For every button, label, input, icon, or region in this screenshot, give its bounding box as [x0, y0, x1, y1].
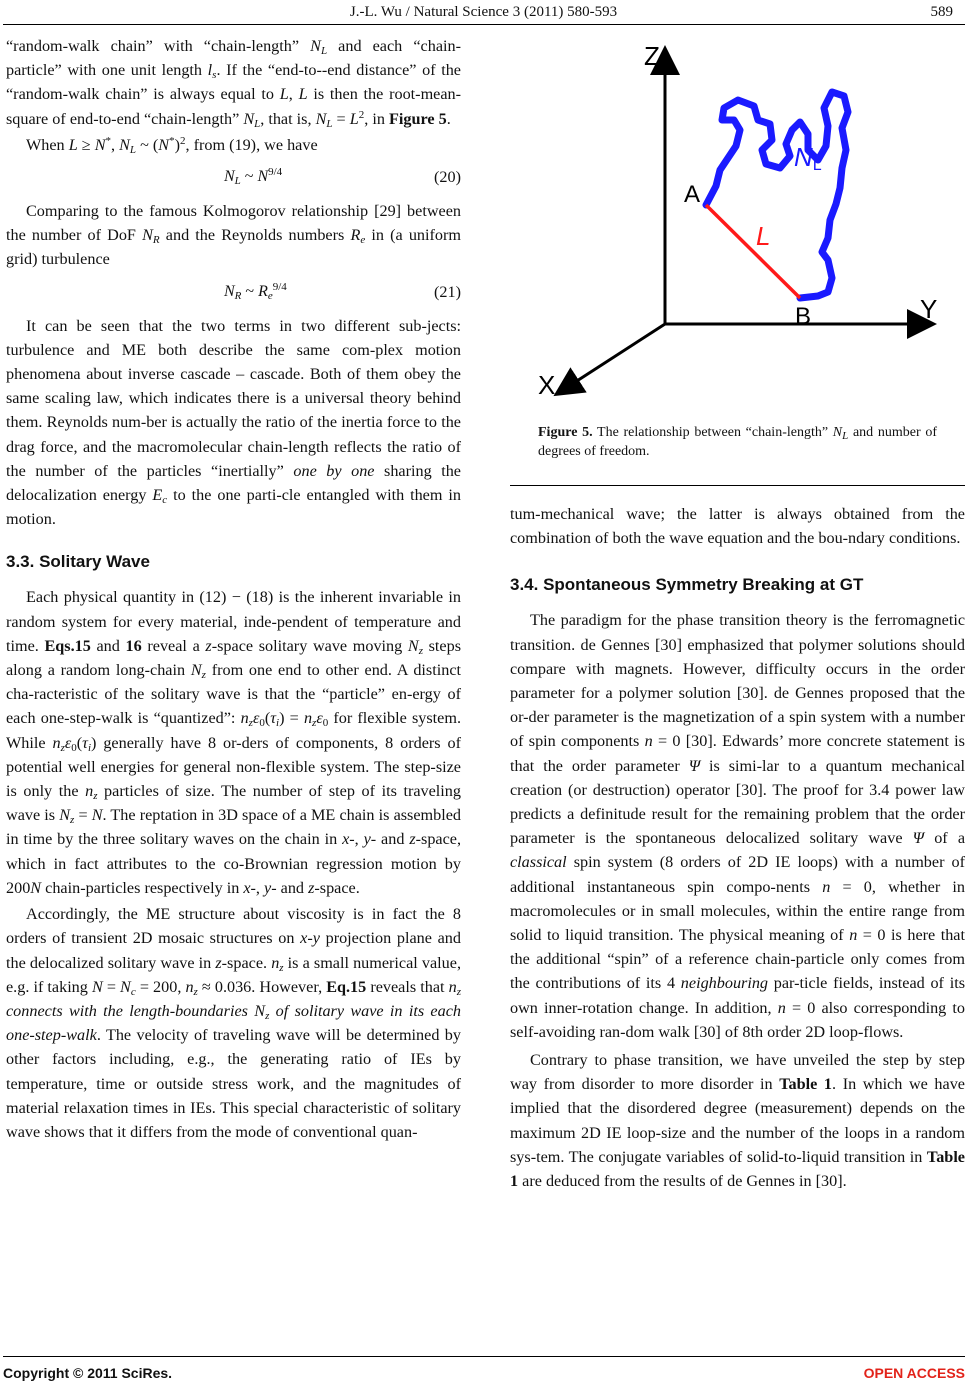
right-column: [510, 8, 965, 1193]
paragraph-when-l: When L ≥ N*, $N_L$ ~ $(N^*)^2$, from (19), we have: [26, 134, 318, 156]
footer-rule: [3, 1356, 965, 1357]
copyright: Copyright © 2011 SciRes.: [3, 1365, 173, 1381]
end-to-end-distance: [706, 205, 800, 298]
section-heading-3-4: 3.4. Spontaneous Symmetry Breaking at GT: [510, 575, 864, 595]
table-1-link[interactable]: Table 1: [510, 1147, 965, 1191]
random-walk-chain: [706, 92, 848, 298]
nl-label: NL: [794, 142, 822, 174]
running-title: J.-L. Wu / Natural Science 3 (2011) 580-593: [349, 4, 618, 20]
equation-21: $N_R$ ~ $R_e^{9/4}$ (21): [6, 276, 461, 308]
paragraph-quantum-wave: tum-mechanical wave; the latter is always obtained from the combination of both the wave equation and the bou-ndary conditions.: [510, 505, 965, 548]
table-1-link[interactable]: Table 1: [779, 1075, 833, 1094]
x-axis-label: X: [538, 370, 556, 400]
paragraph-me-structure: Accordingly, the ME structure about viscosity is in fact the 8 orders of transient 2D mosaic structures on x-y projection plane and the delocalized solitary wave in z-space. $n_z$ is a small numerical value, e.g. if taking $N = N_c = 200$, $n_z \approx 0.036$. However, Eq.15 reveals that $n_z$ connects with the length-boundaries $N_z$ of solitary wave in its each one-step-walk. The velocity of traveling wave will be determined by other factors including, e.g., the generating ratio of IEs by temperature, time or outside stress work, and the magnitudes of material relaxation times in IEs. This special characteristic of solitary wave shows that it differs from the mode of conventional quan-: [6, 905, 462, 1141]
x-axis: [566, 324, 665, 388]
paragraph-random-walk: “random-walk chain” with “chain-length” $N_L$ and each “chain-particle” with one unit length $l_s$. If the “end-to--end distance” of the “random-walk chain” is always equal to L, L is then the root-mean-square of end-to-end “chain-length” $N_L$, that is, $N_L = L^2$, in Figure 5.: [6, 37, 462, 130]
equation-number: (21): [434, 282, 461, 301]
equation-number: (20): [434, 168, 461, 187]
figure-5: [510, 8, 965, 423]
open-access-badge: OPEN ACCESS: [863, 1365, 965, 1381]
l-label: L: [756, 221, 771, 251]
figure-5-caption: Figure 5. The relationship between “chain-length” $N_L$ and number of degrees of freedom.: [538, 425, 937, 459]
point-a-label: A: [684, 181, 701, 208]
z-axis-label: Z: [644, 41, 660, 71]
paragraph-solitary-wave: Each physical quantity in (12) − (18) is the inherent invariable in random system for every material, inde-pendent of temperature and time. Eqs.15 and 16 reveal a z-space solitary wave moving $N_z$ steps along a random long-chain $N_z$ from one end to other end. A distinct cha-racteristic of the solitary wave is that the “particle” en-ergy of each one-step-walk is “quantized”: $n_z\varepsilon_0(\tau_i) = n_z\varepsilon_0$ for flexible system. While $n_z\varepsilon_0(\tau_i)$ generally have 8 or-ders of components, 8 orders of potential well energies for general non-flexible system. The step-size is only the $n_z$ particles of size. The number of step of its traveling wave is $N_z = N$. The reptation in 3D space of a ME chain is assembled in time by the three solitary waves on the chain in x-, y- and z-space, which in fact attributes to the co-Brownian regression motion by 200N chain-particles respectively in x-, y- and z-space.: [6, 588, 462, 897]
point-b-label: B: [795, 303, 812, 330]
y-axis-label: Y: [920, 294, 938, 324]
paragraph-kolmogorov: Comparing to the famous Kolmogorov relationship [29] between the number of DoF $N_R$ and the Reynolds numbers $R_e$ in (a uniform grid) turbulence: [6, 202, 461, 269]
figure-5-link[interactable]: Figure 5: [388, 109, 447, 128]
figure-rule: [510, 485, 965, 486]
paragraph-disorder: Contrary to phase transition, we have unveiled the step by step way from disorder to more disorder in Table 1. In which we have implied that the disordered degree (measurement) depends on the maximum 2D IE loop-size and the number of the loops in a random sys-tem. The conjugate variables of solid-to-liquid transition in Table 1 are deduced from the results of de Gennes in [30].: [510, 1051, 965, 1191]
page-number: 589: [930, 4, 953, 20]
paragraph-phase-transition: The paradigm for the phase transition theory is the ferromagnetic transition. de Gennes [30] emphasized that polymer solutions should compare with magnets. However, difficulty occurs in the order parameter for a polymer solution [30]. de Gennes proposed that the or-der parameter is the magnetization of a spin system with a number of spin components n = 0 [30]. Edwards’ more concrete statement is that the order parameter Ψ is simi-lar to a quantum mechanical creation (or destruction) operator [30]. The proof for 3.4 power law predicts a definitude result for the remaining problem that the order parameter is the spontaneous delocalized solitary wave Ψ of a classical spin system (8 orders of 2D IE loops) with a number of additional instantaneous spin compo-nents n = 0, whether in macromolecules or in small molecules, within the entire range from solid to liquid transition. The physical meaning of n = 0 is here that the additional “spin” of a reference chain-particle only comes from the contributions of its 4 neighbouring par-ticle fields, instead of its own inner-rotation change. In addition, n = 0 also corresponding to self-avoiding ran-dom walk [30] of 8th order 2D loop-flows.: [510, 611, 966, 1041]
equation-20: $N_L$ ~ $N^{9/4}$ (20): [6, 161, 461, 193]
figure-5-diagram: [510, 8, 965, 423]
paragraph-universal-theory: It can be seen that the two terms in two different sub-jects: turbulence and ME both describe the same com-plex motion phenomena about inverse cascade – cascade. Both of them obey the same scaling law, which indicates there is a universal theory behind them. Reynolds num-ber is actually the ratio of the inertia force to the drag force, and the macromolecular chain-length reflects the ratio of the number of the particles “inertially” one by one sharing the delocalization energy $E_c$ to the one parti-cle entangled with them in motion.: [6, 316, 461, 529]
page-footer: [3, 1365, 965, 1385]
section-heading-3-3: 3.3. Solitary Wave: [6, 552, 150, 572]
left-column: [6, 34, 461, 1144]
